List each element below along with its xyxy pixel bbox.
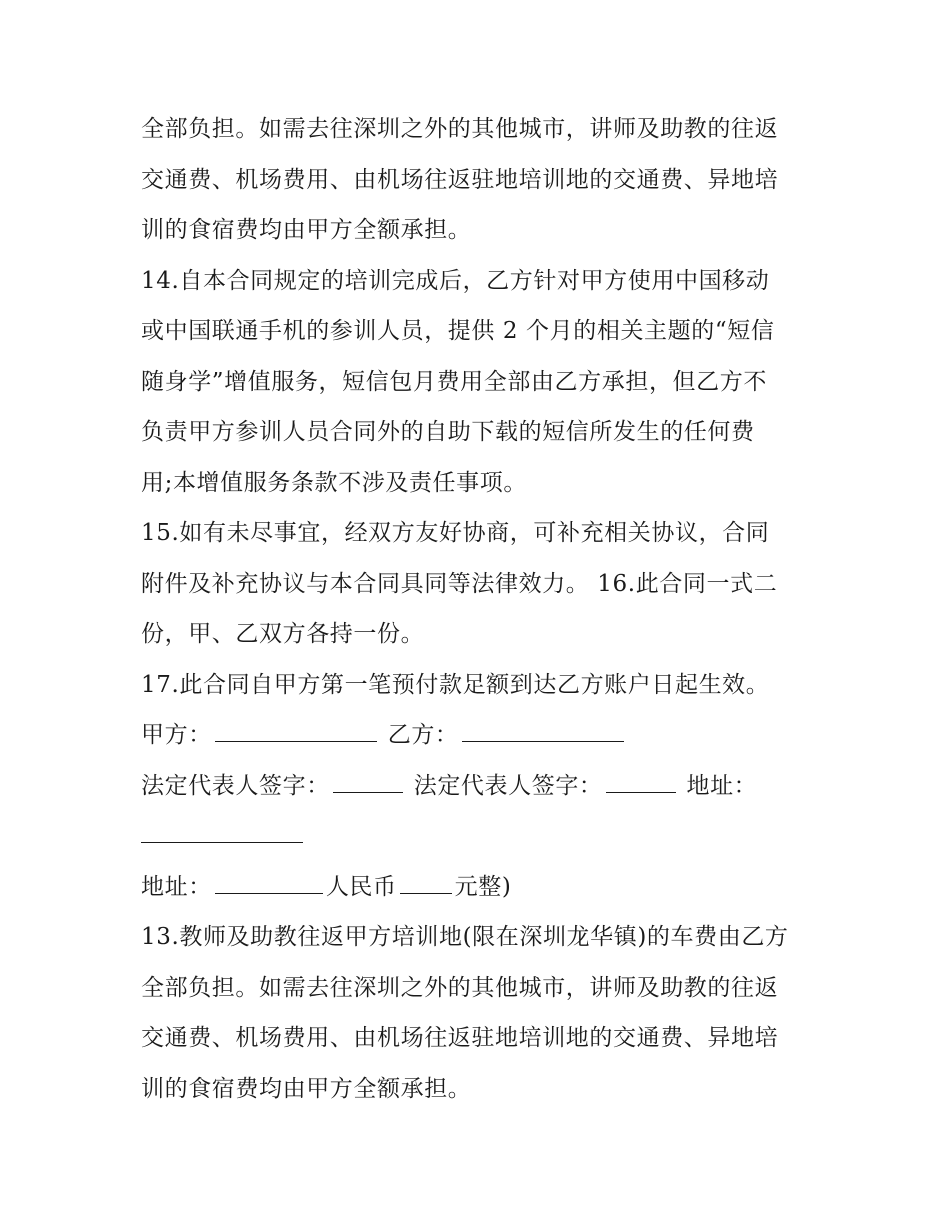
paragraph-line: 份，甲、乙双方各持一份。 xyxy=(141,621,425,647)
paragraph-line: 全部负担。如需去往深圳之外的其他城市，讲师及助教的往返 xyxy=(141,116,779,142)
paragraph-line: 用;本增值服务条款不涉及责任事项。 xyxy=(141,469,527,496)
party-b-blank xyxy=(462,740,624,742)
clause-15-line: 15.如有未尽事宜，经双方友好协商，可补充相关协议，合同 xyxy=(141,520,770,546)
legal-rep-b-label: 法定代表人签字： xyxy=(413,772,603,799)
address-a-label: 地址： xyxy=(686,772,758,799)
amount-blank xyxy=(400,892,452,894)
party-a-blank xyxy=(215,740,377,742)
address-b-blank xyxy=(215,892,323,894)
paragraph-line: 全部负担。如需去往深圳之外的其他城市，讲师及助教的往返 xyxy=(141,974,779,1001)
party-b-label: 乙方： xyxy=(387,722,459,748)
amount-suffix: 元整) xyxy=(454,873,512,900)
paragraph-line: 或中国联通手机的参训人员，提供 2 个月的相关主题的“短信 xyxy=(141,318,775,344)
legal-rep-a-label: 法定代表人签字： xyxy=(141,772,330,799)
document-page xyxy=(141,104,821,1114)
legal-rep-b-blank xyxy=(606,791,676,793)
clause-17-line: 17.此合同自甲方第一笔预付款足额到达乙方账户日起生效。 xyxy=(141,671,770,698)
address-b-line xyxy=(141,862,821,913)
party-a-label: 甲方： xyxy=(141,722,212,748)
clause-13-line: 13.教师及助教往返甲方培训地(限在深圳龙华镇)的车费由乙方 xyxy=(141,924,789,950)
party-signature-line xyxy=(141,710,821,761)
clause-14-line: 14.自本合同规定的培训完成后，乙方针对甲方使用中国移动 xyxy=(141,267,770,294)
paragraph-line: 随身学”增值服务，短信包月费用全部由乙方承担，但乙方不 xyxy=(141,368,767,395)
legal-rep-line xyxy=(141,761,821,812)
address-a-blank-line xyxy=(141,811,821,862)
paragraph-line: 交通费、机场费用、由机场往返驻地培训地的交通费、异地培 xyxy=(141,166,779,193)
paragraph-line: 训的食宿费均由甲方全额承担。 xyxy=(141,1075,472,1102)
legal-rep-a-blank xyxy=(333,791,403,793)
paragraph-line: 训的食宿费均由甲方全额承担。 xyxy=(141,217,472,243)
paragraph-line: 交通费、机场费用、由机场往返驻地培训地的交通费、异地培 xyxy=(141,1025,779,1051)
paragraph-line: 负责甲方参训人员合同外的自助下载的短信所发生的任何费 xyxy=(141,419,755,445)
address-a-blank xyxy=(141,841,303,843)
address-b-label: 地址： xyxy=(141,873,212,900)
paragraph-line: 附件及补充协议与本合同具同等法律效力。 16.此合同一式二 xyxy=(141,570,778,597)
currency-label: 人民币 xyxy=(325,873,397,900)
